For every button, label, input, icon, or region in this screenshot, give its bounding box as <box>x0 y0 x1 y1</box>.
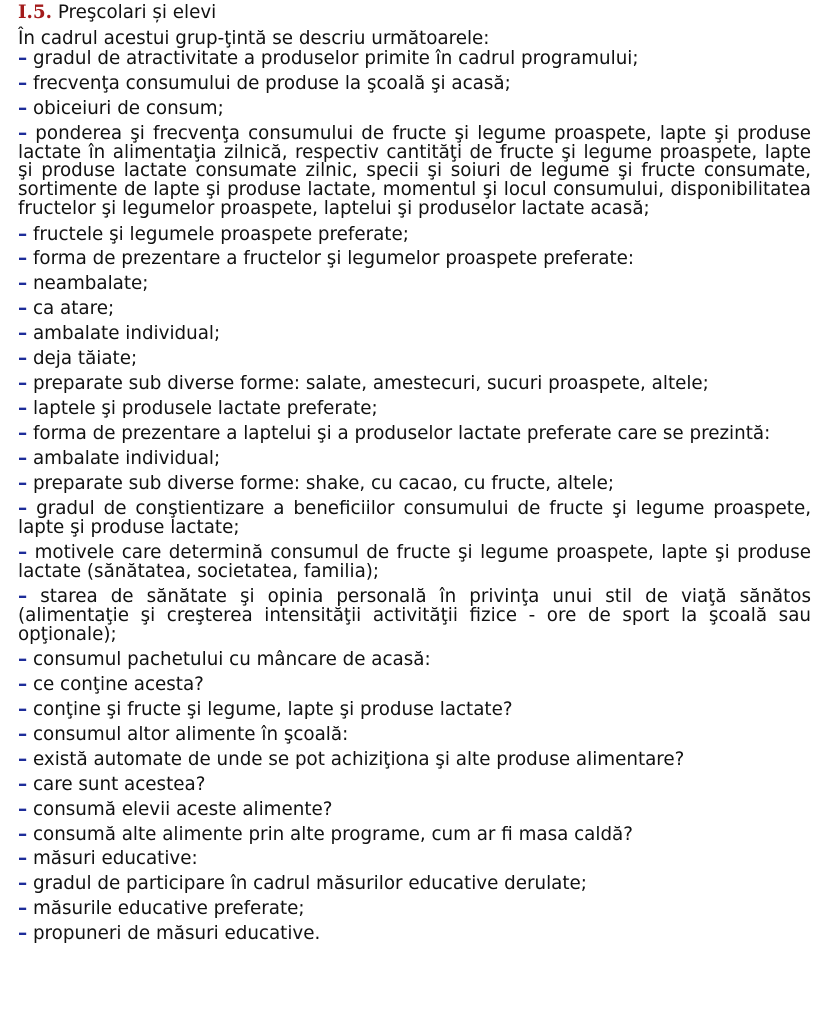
dash-bullet: – <box>18 542 28 563</box>
list-item-text: forma de prezentare a fructelor şi legumelor proaspete preferate: <box>27 248 635 270</box>
dash-bullet: – <box>18 898 28 920</box>
dash-bullet: – <box>18 348 28 370</box>
list-item-text: gradul de participare în cadrul măsurilor educative derulate; <box>27 873 587 895</box>
list-item-text: starea de sănătate şi opinia personală în privinţa unui stil de viaţă sănătos (alimentaţie şi creşterea intensităţii activităţii fizice - ore de sport la şcoală sau opţionale); <box>18 586 811 646</box>
dash-bullet: – <box>18 97 28 119</box>
list-item-text: consumă alte alimente prin alte programe, cum ar fi masa caldă? <box>27 823 633 845</box>
dash-bullet: – <box>18 472 28 494</box>
list-item <box>18 350 811 369</box>
list-item-text: neambalate; <box>27 273 149 295</box>
dash-bullet: – <box>18 586 28 608</box>
list-item-text: există automate de unde se pot achiziţiona şi alte produse alimentare? <box>27 748 685 770</box>
dash-bullet: – <box>18 674 28 696</box>
dash-bullet: – <box>18 248 28 270</box>
list-item-text: măsurile educative preferate; <box>27 898 305 920</box>
dash-bullet: – <box>18 372 28 394</box>
dash-bullet: – <box>18 298 28 320</box>
list-item <box>18 122 811 220</box>
list-item <box>18 325 811 344</box>
list-item-text: consumul altor alimente în şcoală: <box>27 723 349 745</box>
list-item-text: ambalate individual; <box>27 323 221 345</box>
list-item <box>18 50 811 69</box>
list-item-text: deja tăiate; <box>27 348 138 370</box>
dash-bullet: – <box>18 72 28 94</box>
list-item <box>18 798 811 820</box>
list-item-text: fructele şi legumele proaspete preferate; <box>27 223 409 245</box>
list-item-text: obiceiuri de consum; <box>27 97 224 119</box>
list-item <box>18 748 811 770</box>
list-item-text: măsuri educative: <box>27 848 198 870</box>
dash-bullet: – <box>18 923 28 945</box>
list-item <box>18 223 811 245</box>
section-number: I.5. <box>18 2 53 23</box>
list-item <box>18 372 811 394</box>
list-item-text: consumă elevii aceste alimente? <box>27 798 333 820</box>
list-item <box>18 450 811 469</box>
list-item <box>18 900 811 919</box>
dash-bullet: – <box>18 699 28 721</box>
dash-bullet: – <box>18 122 28 144</box>
dash-bullet: – <box>18 748 28 770</box>
list-item-text: consumul pachetului cu mâncare de acasă: <box>27 649 431 671</box>
list-item <box>18 651 811 670</box>
list-item-text: gradul de atractivitate a produselor primite în cadrul programului; <box>27 48 639 69</box>
dash-bullet: – <box>18 823 28 845</box>
section-title: Preşcolari și elevi <box>57 2 217 23</box>
list-item-text: care sunt acestea? <box>27 773 206 795</box>
list-item-text: motivele care determină consumul de fructe şi legume proaspete, lapte şi produse lactate (sănătatea, societatea, familia); <box>18 542 811 582</box>
dash-bullet: – <box>18 448 28 470</box>
dash-bullet: – <box>18 773 28 795</box>
list-item-text: ca atare; <box>27 298 115 320</box>
dash-bullet: – <box>18 397 28 419</box>
list-item-text: laptele şi produsele lactate preferate; <box>27 397 378 419</box>
dash-bullet: – <box>18 223 28 245</box>
dash-bullet: – <box>18 48 28 69</box>
list-item <box>18 397 811 419</box>
dash-bullet: – <box>18 422 28 444</box>
list-item <box>18 875 811 894</box>
list-item-text: conţine şi fructe şi legume, lapte şi produse lactate? <box>27 699 513 721</box>
dash-bullet: – <box>18 848 28 870</box>
list-item <box>18 250 811 269</box>
dash-bullet: – <box>18 798 28 820</box>
list-item-text: frecvenţa consumului de produse la şcoală şi acasă; <box>27 72 511 94</box>
list-item <box>18 823 811 845</box>
list-item <box>18 588 811 645</box>
list-item-text: propuneri de măsuri educative. <box>27 923 321 945</box>
list-item <box>18 72 811 94</box>
section-heading <box>18 2 811 28</box>
list-item-text: preparate sub diverse forme: salate, amestecuri, sucuri proaspete, altele; <box>27 372 709 394</box>
intro-paragraph: În cadrul acestui grup-ţintă se descriu următoarele: <box>18 28 490 49</box>
list-item <box>18 850 811 869</box>
list-item <box>18 676 811 695</box>
list-item-text: ambalate individual; <box>27 448 221 470</box>
dash-bullet: – <box>18 273 28 295</box>
list-item <box>18 773 811 795</box>
list-item <box>18 701 811 720</box>
dash-bullet: – <box>18 649 28 671</box>
item-list <box>18 50 811 944</box>
list-item <box>18 723 811 745</box>
dash-bullet: – <box>18 323 28 345</box>
dash-bullet: – <box>18 723 28 745</box>
dash-bullet: – <box>18 497 28 519</box>
dash-bullet: – <box>18 873 28 895</box>
list-item <box>18 275 811 294</box>
list-item <box>18 97 811 119</box>
list-item <box>18 300 811 319</box>
list-item-text: preparate sub diverse forme: shake, cu cacao, cu fructe, altele; <box>27 472 615 494</box>
list-item <box>18 544 811 582</box>
list-item-text: ponderea şi frecvenţa consumului de fructe şi legume proaspete, lapte şi produse lactate în alimentaţia zilnică, respectiv cantităţi de fructe şi legume proaspete, lapte şi produse lactate consumate zilnic, specii şi soiuri de legume şi fructe consumate, sortimente de lapte şi produse lactate, momentul şi locul consumului, disponibilitatea fructelor şi legumelor proaspete, laptelui şi produselor lactate acasă; <box>18 122 811 220</box>
list-item <box>18 422 811 444</box>
list-item-text: gradul de conştientizare a beneficiilor consumului de fructe şi legume proaspete, lapte şi produse lactate; <box>18 497 811 538</box>
list-item <box>18 497 811 538</box>
list-item-text: ce conţine acesta? <box>27 674 204 696</box>
list-item <box>18 472 811 494</box>
list-item <box>18 925 811 944</box>
list-item-text: forma de prezentare a laptelui şi a produselor lactate preferate care se prezintă: <box>27 422 771 444</box>
